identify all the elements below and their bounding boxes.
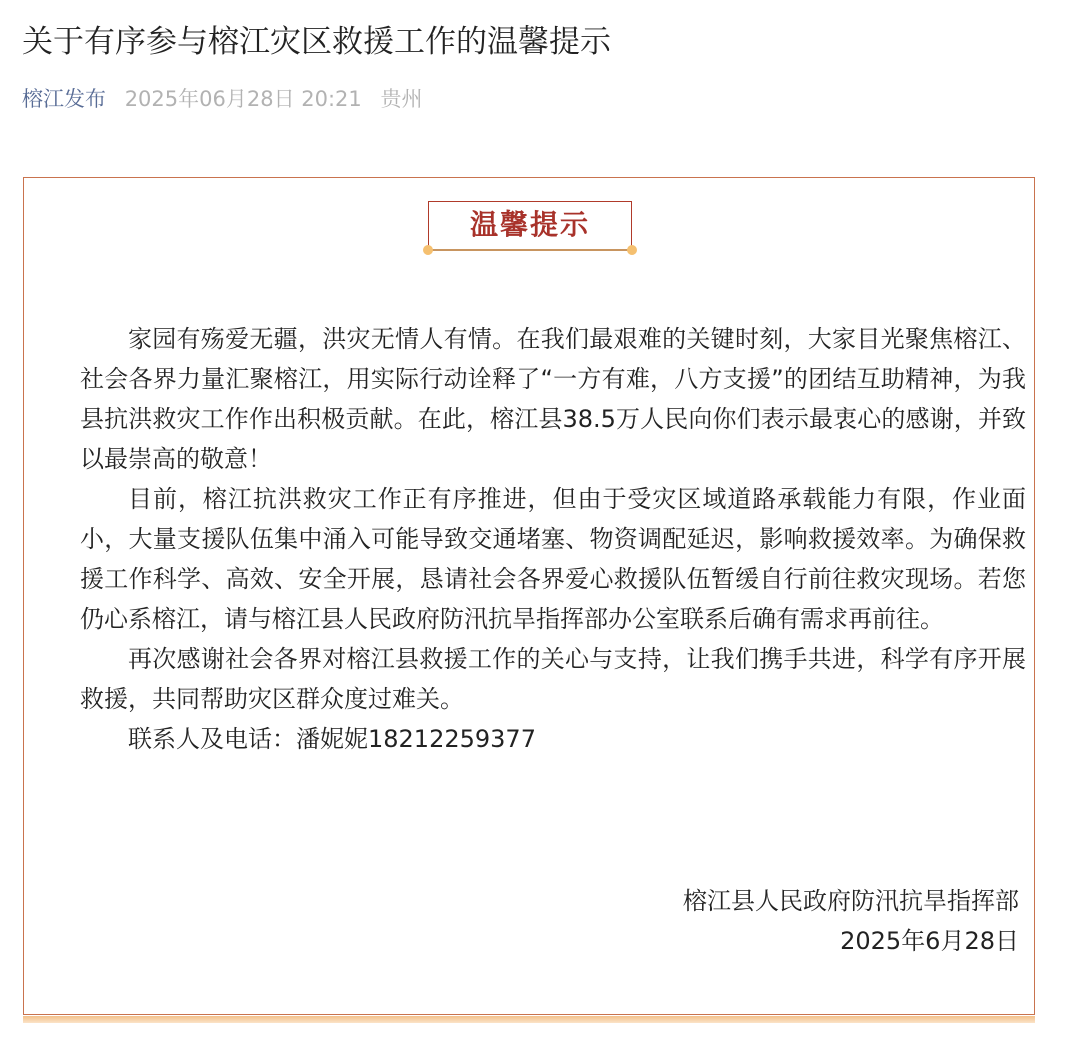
heading-dot-left-icon	[423, 245, 433, 255]
notice-heading: 温馨提示	[469, 208, 590, 241]
article-title: 关于有序参与榕江灾区救援工作的温馨提示	[22, 24, 611, 60]
article-meta	[22, 84, 422, 114]
notice-paragraph-3: 再次感谢社会各界对榕江县救援工作的关心与支持，让我们携手共进，科学有序开展救援，共同帮助灾区群众度过难关。	[80, 645, 1026, 713]
notice-heading-badge	[428, 201, 632, 247]
notice-body	[80, 319, 1026, 759]
heading-dot-right-icon	[627, 245, 637, 255]
publish-location: 贵州	[380, 87, 423, 111]
notice-paragraph-2: 目前，榕江抗洪救灾工作正有序推进，但由于受灾区域道路承载能力有限，作业面小，大量支援队伍集中涌入可能导致交通堵塞、物资调配延迟，影响救援效率。为确保救援工作科学、高效、安全开展，恳请社会各界爱心救援队伍暂缓自行前往救灾现场。若您仍心系榕江，请与榕江县人民政府防汛抗旱指挥部办公室联系后确有需求再前往。	[80, 485, 1026, 633]
notice-box	[23, 177, 1035, 1015]
source-account-link[interactable]: 榕江发布	[22, 87, 106, 111]
notice-paragraph-1: 家园有殇爱无疆，洪灾无情人有情。在我们最艰难的关键时刻，大家目光聚焦榕江、社会各界力量汇聚榕江，用实际行动诠释了“一方有难，八方支援”的团结互助精神，为我县抗洪救灾工作作出积极贡献。在此，榕江县38.5万人民向你们表示最衷心的感谢，并致以最崇高的敬意！	[80, 325, 1026, 473]
notice-bottom-bar	[23, 1016, 1035, 1023]
signature-organization: 榕江县人民政府防汛抗旱指挥部	[683, 887, 1019, 915]
heading-underline	[428, 249, 632, 251]
signature-date: 2025年6月28日	[840, 927, 1019, 955]
notice-signature	[683, 881, 1019, 961]
notice-contact: 联系人及电话：潘妮妮18212259377	[128, 725, 536, 753]
publish-datetime: 2025年06月28日 20:21	[124, 87, 362, 111]
